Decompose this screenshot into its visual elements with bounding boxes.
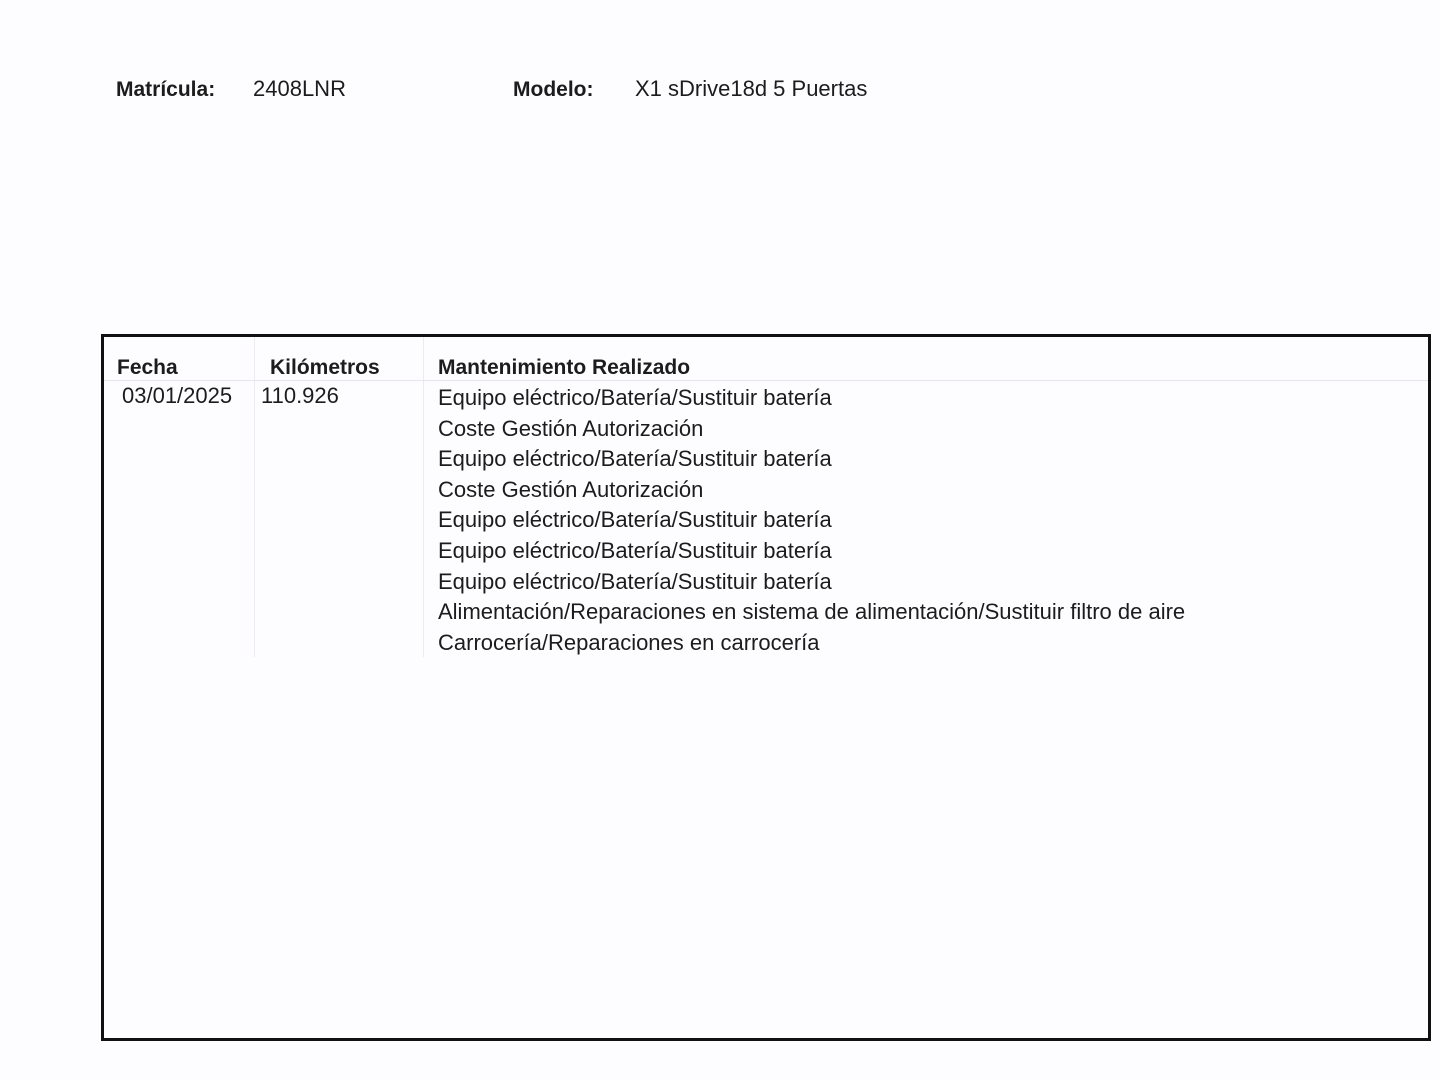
matricula-label: Matrícula: <box>116 78 216 101</box>
maintenance-item: Alimentación/Reparaciones en sistema de alimentación/Sustituir filtro de aire <box>438 599 1186 625</box>
column-header-fecha: Fecha <box>117 356 178 379</box>
maintenance-item: Coste Gestión Autorización <box>438 415 704 441</box>
cell-fecha: 03/01/2025 <box>122 383 233 408</box>
maintenance-table <box>101 334 1431 1041</box>
maintenance-item: Coste Gestión Autorización <box>438 476 704 502</box>
maintenance-item: Equipo eléctrico/Batería/Sustituir batería <box>438 385 832 410</box>
maintenance-item: Equipo eléctrico/Batería/Sustituir batería <box>438 568 832 594</box>
maintenance-item: Carrocería/Reparaciones en carrocería <box>438 629 820 655</box>
column-header-kilometros: Kilómetros <box>270 356 380 379</box>
maintenance-item: Equipo eléctrico/Batería/Sustituir batería <box>438 507 832 533</box>
header-divider <box>104 380 1428 381</box>
matricula-value: 2408LNR <box>253 76 346 101</box>
maintenance-list <box>438 383 1185 658</box>
modelo-value: X1 sDrive18d 5 Puertas <box>635 76 868 101</box>
column-header-mantenimiento: Mantenimiento Realizado <box>438 356 691 379</box>
modelo-label: Modelo: <box>513 78 594 101</box>
maintenance-item: Equipo eléctrico/Batería/Sustituir batería <box>438 446 832 472</box>
column-divider <box>254 337 255 657</box>
column-divider <box>423 337 424 657</box>
maintenance-item: Equipo eléctrico/Batería/Sustituir batería <box>438 537 832 563</box>
cell-kilometros: 110.926 <box>261 383 339 408</box>
